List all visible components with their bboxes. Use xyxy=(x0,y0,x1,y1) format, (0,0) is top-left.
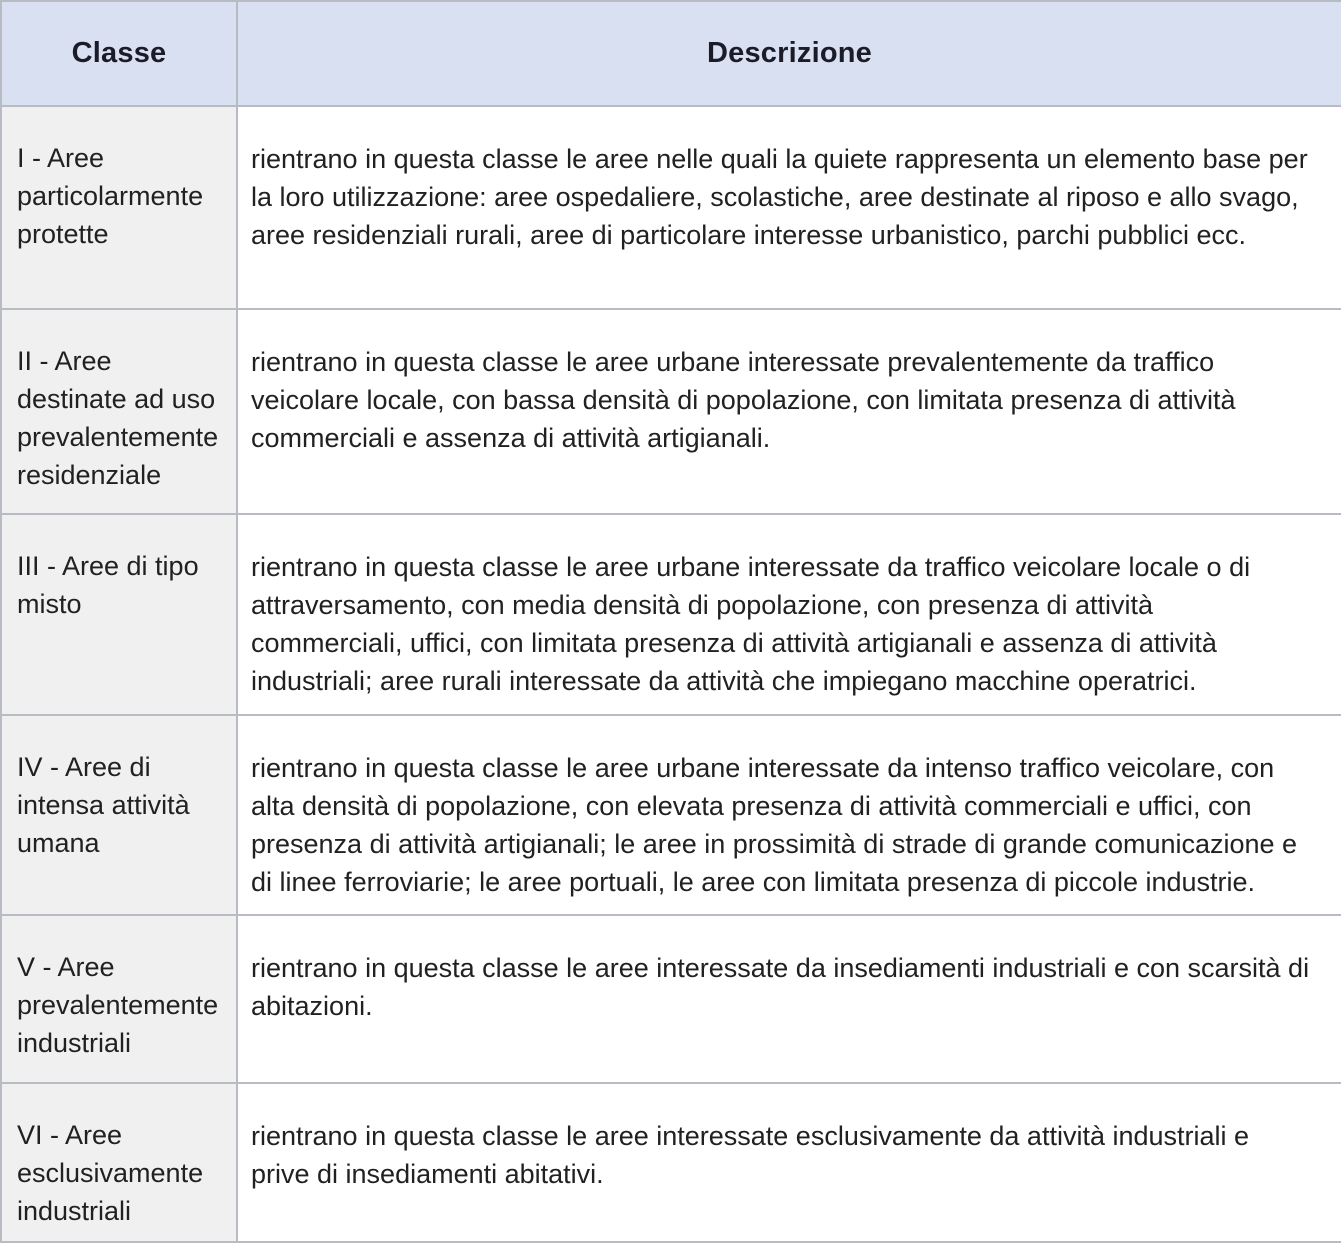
header-descrizione: Descrizione xyxy=(237,1,1341,106)
table-row xyxy=(1,514,1341,715)
header-row xyxy=(1,1,1341,106)
description-cell: rientrano in questa classe le aree interessate da insediamenti industriali e con scarsità di abitazioni. xyxy=(237,915,1341,1083)
class-cell: VI - Aree esclusivamente industriali xyxy=(1,1083,237,1242)
header-classe: Classe xyxy=(1,1,237,106)
table-row xyxy=(1,715,1341,915)
description-cell: rientrano in questa classe le aree urbane interessate da intenso traffico veicolare, con alta densità di popolazione, con elevata presenza di attività commerciali e uffici, con presenza di attività artigianali; le aree in prossimità di strade di grande comunicazione e di linee ferroviarie; le aree portuali, le aree con limitata presenza di piccole industrie. xyxy=(237,715,1341,915)
class-cell: IV - Aree di intensa attività umana xyxy=(1,715,237,915)
class-cell: V - Aree prevalentemente industriali xyxy=(1,915,237,1083)
table-row xyxy=(1,915,1341,1083)
description-cell: rientrano in questa classe le aree nelle quali la quiete rappresenta un elemento base per la loro utilizzazione: aree ospedaliere, scolastiche, aree destinate al riposo e allo svago, aree residenziali rurali, aree di particolare interesse urbanistico, parchi pubblici ecc. xyxy=(237,106,1341,309)
description-cell: rientrano in questa classe le aree urbane interessate da traffico veicolare locale o di attraversamento, con media densità di popolazione, con presenza di attività commerciali, uffici, con limitata presenza di attività artigianali e assenza di attività industriali; aree rurali interessate da attività che impiegano macchine operatrici. xyxy=(237,514,1341,715)
class-cell: I - Aree particolarmente protette xyxy=(1,106,237,309)
table-row xyxy=(1,309,1341,514)
class-cell: II - Aree destinate ad uso prevalentemente residenziale xyxy=(1,309,237,514)
table-row xyxy=(1,1083,1341,1242)
table-row xyxy=(1,106,1341,309)
description-cell: rientrano in questa classe le aree urbane interessate prevalentemente da traffico veicolare locale, con bassa densità di popolazione, con limitata presenza di attività commerciali e assenza di attività artigianali. xyxy=(237,309,1341,514)
class-cell: III - Aree di tipo misto xyxy=(1,514,237,715)
description-cell: rientrano in questa classe le aree interessate esclusivamente da attività industriali e prive di insediamenti abitativi. xyxy=(237,1083,1341,1242)
